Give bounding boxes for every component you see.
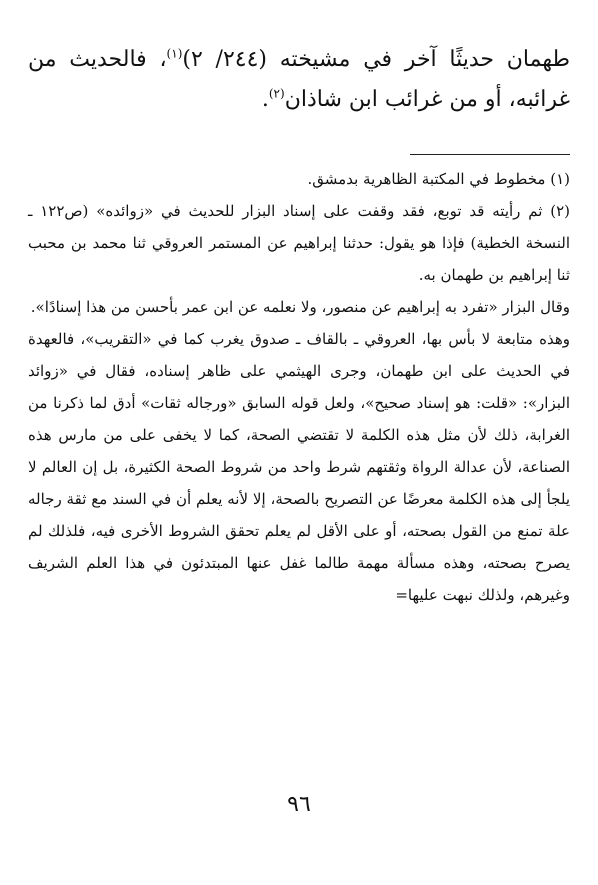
footnote-separator [410,154,570,155]
page-number: ٩٦ [287,792,311,817]
footnotes [28,163,570,611]
footnote-paragraph: وقال البزار «تفرد به إبراهيم عن منصور، ولا نعلمه عن ابن عمر بأحسن من هذا إسنادًا». [30,298,570,316]
main-text-segment: ، فالحديث من [28,47,167,72]
footnote-paragraph: وهذه متابعة لا بأس بها، العروقي ـ بالقاف ـ صدوق يغرب كما في «التقريب»، فالعهدة في الحديث على ابن طهمان، وجرى الهيثمي على ظاهر إسناده، فقال في «زوائد البزار»: «قلت: هو إسناد صحيح»، ولعل قوله السابق «ورجاله ثقات» أدق لما ذكرنا من الغرابة، ذلك لأن مثل هذه الكلمة لا تقتضي الصحة، كما لا يخفى على من مارس هذه الصناعة، لأن عدالة الرواة وثقتهم شرط واحد من شروط الصحة الكثيرة، بل إن العالم لا يلجأ إلى هذه الكلمة معرضًا عن التصريح بالصحة، إلا لأنه يعلم أن في السند مع ثقة رجاله علة تمنع من القول بصحته، أو على الأقل لم يعلم تحقق الشروط الأخرى فيه، فلذلك لم يصرح بصحته، وهذه مسألة مهمة طالما غفل عنها المبتدئون في هذا العلم الشريف وغيرهم، ولذلك نبهت عليها= [28,330,570,604]
footnote-reference: (٢) [268,86,285,101]
main-text-segment: طهمان حديثًا آخر في مشيخته (٢٤٤/ ٢) [182,47,571,72]
footnote: (٢) ثم رأيته قد توبع، فقد وقفت على إسناد البزار للحديث في «زوائده» (ص١٢٢ ـ النسخة الخطية) فإذا هو يقول: حدثنا إبراهيم عن المستمر العروقي ثنا محمد بن محبب ثنا إبراهيم بن طهمان به. [28,202,571,284]
main-text-segment: غرائبه، أو من غرائب ابن شاذان [284,87,570,112]
footnote: (١) مخطوط في المكتبة الظاهرية بدمشق. [307,170,570,188]
main-text [28,40,570,120]
footnote-reference: (١) [166,46,183,61]
main-paragraph [28,40,570,120]
main-text-segment: . [261,87,269,112]
